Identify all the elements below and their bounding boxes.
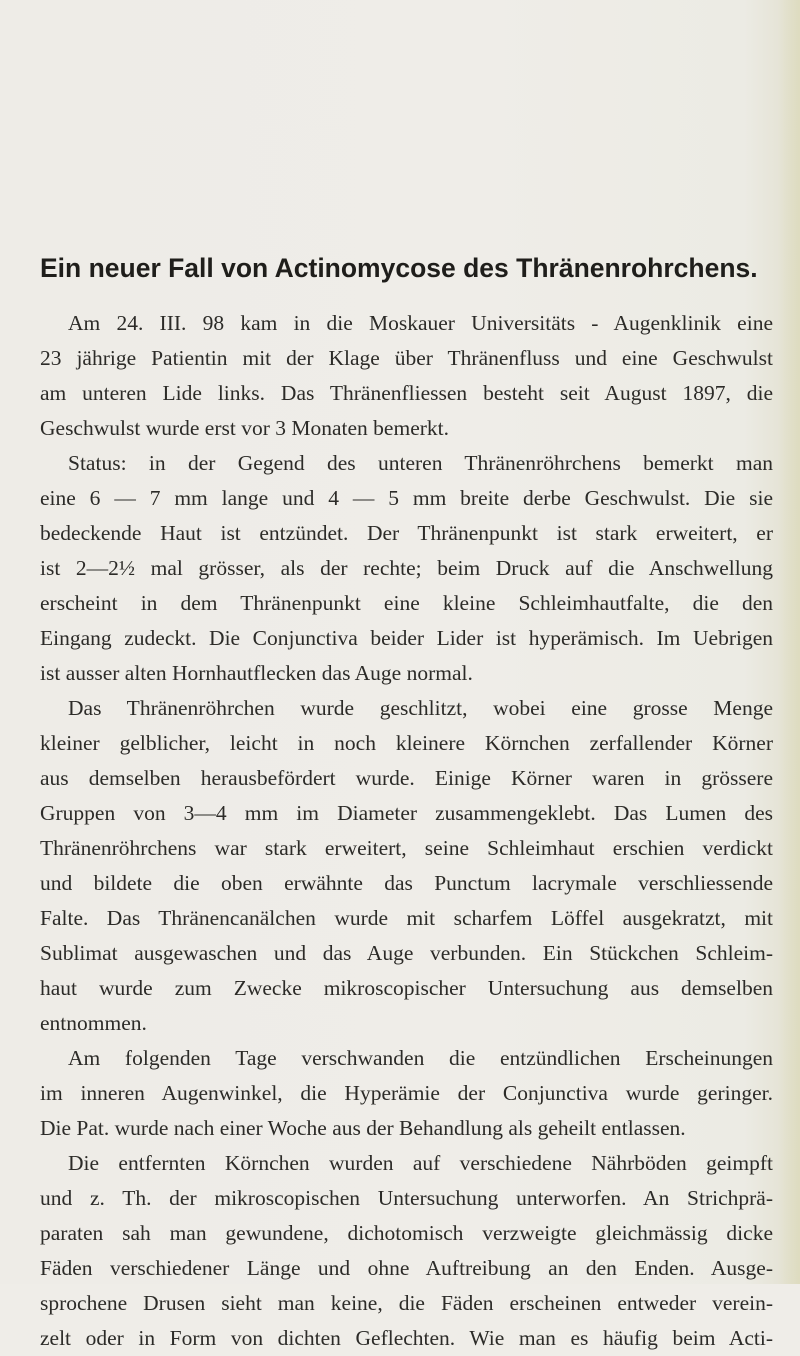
text-line: entnommen. bbox=[40, 1011, 147, 1035]
page-edge-shadow bbox=[778, 0, 800, 1284]
article-title: Ein neuer Fall von Actinomycose des Thränenrohrchens. bbox=[40, 253, 758, 283]
text-line: erscheint in dem Thränenpunkt eine kleine Schleimhautfalte, die den bbox=[40, 591, 773, 615]
text-line: am unteren Lide links. Das Thränenfliessen besteht seit August 1897, die bbox=[40, 381, 773, 405]
text-line: Status: in der Gegend des unteren Thränenröhrchens bemerkt man bbox=[68, 451, 773, 475]
text-line: aus demselben herausbefördert wurde. Einige Körner waren in grössere bbox=[40, 766, 773, 790]
text-line: Geschwulst wurde erst vor 3 Monaten bemerkt. bbox=[40, 416, 449, 440]
text-line: Thränenröhrchens war stark erweitert, seine Schleimhaut erschien verdickt bbox=[40, 836, 773, 860]
text-line: ist 2—2½ mal grösser, als der rechte; beim Druck auf die Anschwellung bbox=[40, 556, 773, 580]
text-line: Falte. Das Thränencanälchen wurde mit scharfem Löffel ausgekratzt, mit bbox=[40, 906, 773, 930]
text-line: zelt oder in Form von dichten Geflechten. Wie man es häufig beim Acti- bbox=[40, 1326, 773, 1350]
text-line: und bildete die oben erwähnte das Punctum lacrymale verschliessende bbox=[40, 871, 773, 895]
text-line: haut wurde zum Zwecke mikroscopischer Untersuchung aus demselben bbox=[40, 976, 773, 1000]
text-line: paraten sah man gewundene, dichotomisch verzweigte gleichmässig dicke bbox=[40, 1221, 773, 1245]
text-line: Die entfernten Körnchen wurden auf verschiedene Nährböden geimpft bbox=[68, 1151, 773, 1175]
text-line: Fäden verschiedener Länge und ohne Auftreibung an den Enden. Ausge- bbox=[40, 1256, 773, 1280]
text-line: eine 6 — 7 mm lange und 4 — 5 mm breite derbe Geschwulst. Die sie bbox=[40, 486, 773, 510]
text-line: Gruppen von 3—4 mm im Diameter zusammengeklebt. Das Lumen des bbox=[40, 801, 773, 825]
text-line: Eingang zudeckt. Die Conjunctiva beider Lider ist hyperämisch. Im Uebrigen bbox=[40, 626, 773, 650]
text-line: bedeckende Haut ist entzündet. Der Thränenpunkt ist stark erweitert, er bbox=[40, 521, 773, 545]
text-line: sprochene Drusen sieht man keine, die Fäden erscheinen entweder verein- bbox=[40, 1291, 773, 1315]
text-line: Sublimat ausgewaschen und das Auge verbunden. Ein Stückchen Schleim- bbox=[40, 941, 773, 965]
text-line: kleiner gelblicher, leicht in noch kleinere Körnchen zerfallender Körner bbox=[40, 731, 773, 755]
text-line: im inneren Augenwinkel, die Hyperämie der Conjunctiva wurde geringer. bbox=[40, 1081, 773, 1105]
text-line: Am 24. III. 98 kam in die Moskauer Universitäts - Augenklinik eine bbox=[68, 311, 773, 335]
text-line: ist ausser alten Hornhautflecken das Auge normal. bbox=[40, 661, 473, 685]
text-line: Am folgenden Tage verschwanden die entzündlichen Erscheinungen bbox=[68, 1046, 773, 1070]
text-line: 23 jährige Patientin mit der Klage über Thränenfluss und eine Geschwulst bbox=[40, 346, 773, 370]
text-line: und z. Th. der mikroscopischen Untersuchung unterworfen. An Strichprä- bbox=[40, 1186, 773, 1210]
article-body bbox=[40, 306, 773, 1356]
text-line: Die Pat. wurde nach einer Woche aus der Behandlung als geheilt entlassen. bbox=[40, 1116, 686, 1140]
text-line: Das Thränenröhrchen wurde geschlitzt, wobei eine grosse Menge bbox=[68, 696, 773, 720]
